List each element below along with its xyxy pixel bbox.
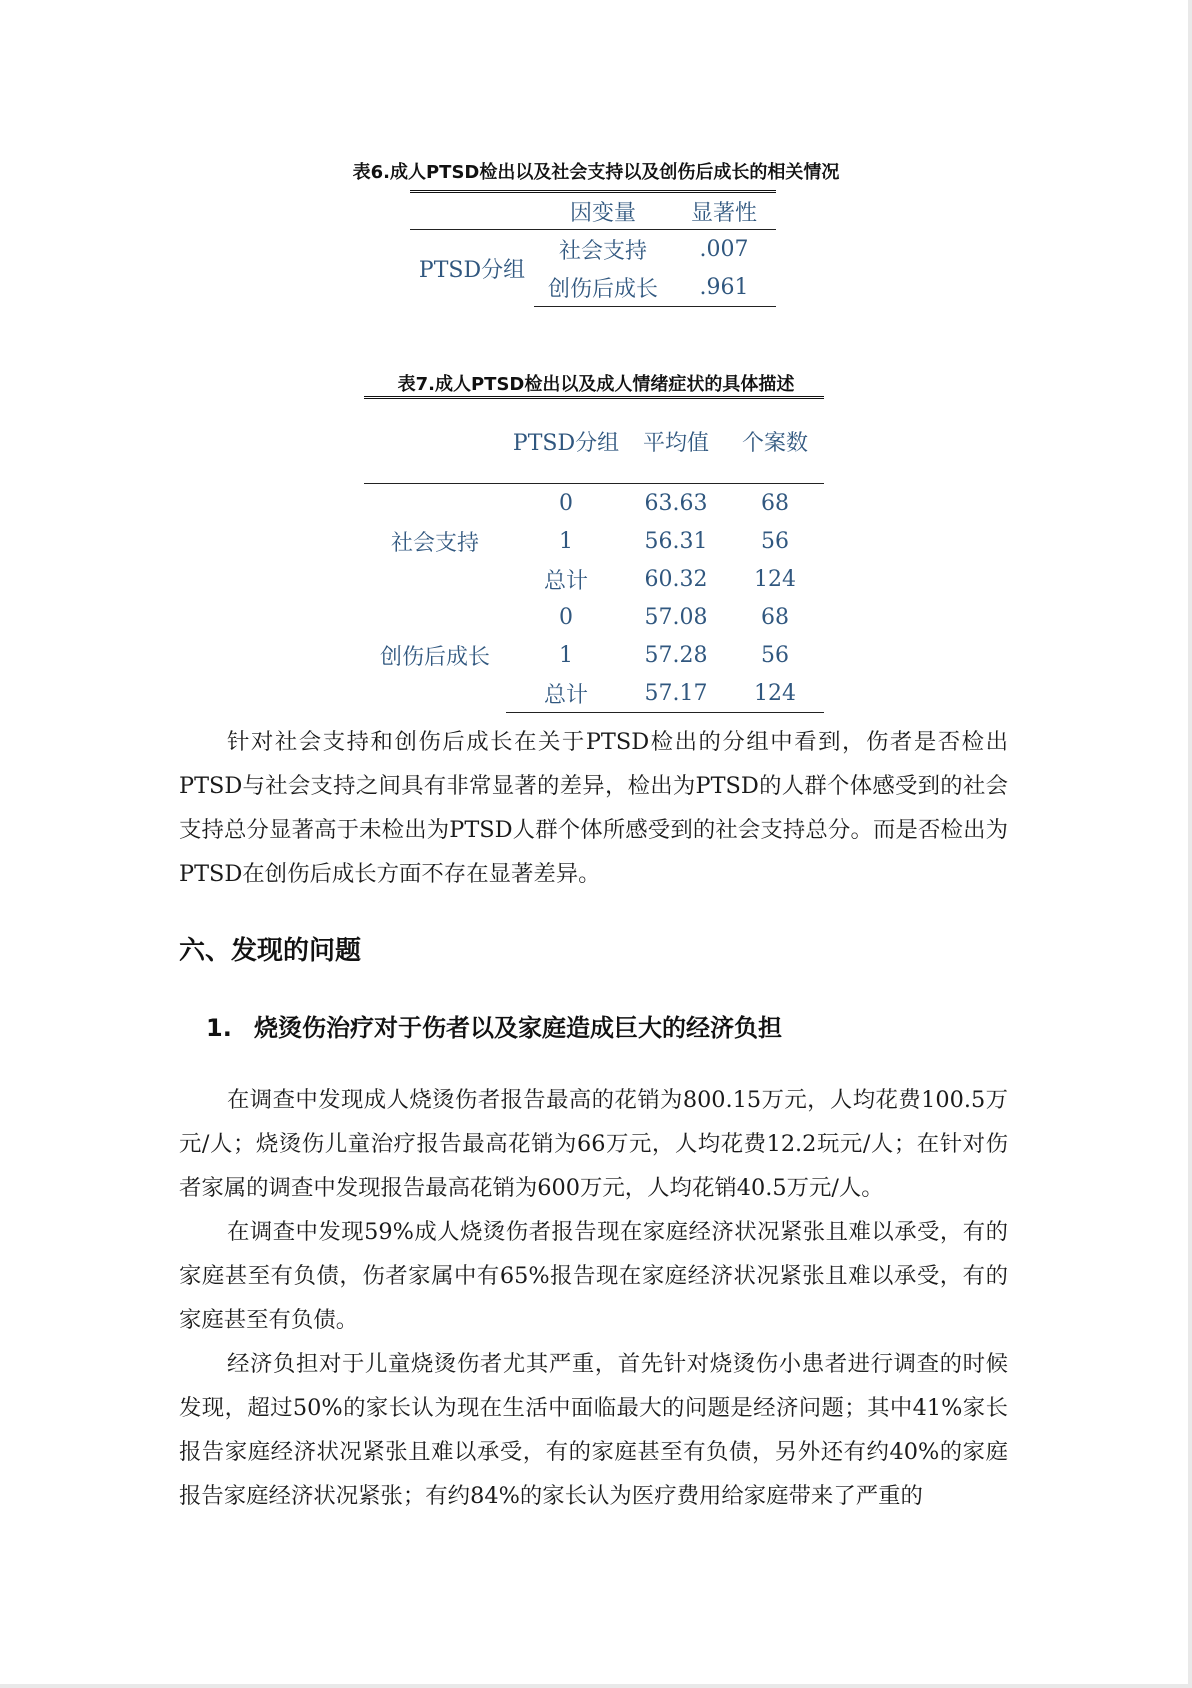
table7-group-label: 社会支持 xyxy=(390,530,479,556)
table7-caption: 表7.成人PTSD检出以及成人情绪症状的具体描述 xyxy=(397,374,795,395)
table6 xyxy=(410,190,776,307)
table7-cell-count: 68 xyxy=(761,490,789,516)
table7-cell-mean: 57.28 xyxy=(644,642,708,668)
table6-row-var: 社会支持 xyxy=(558,238,647,264)
body-paragraph: 在调查中发现59%成人烧烫伤者报告现在家庭经济状况紧张且难以承受，有的家庭甚至有负债，伤者家属中有65%报告现在家庭经济状况紧张且难以承受，有的家庭甚至有负债。 xyxy=(179,1219,1008,1333)
table7-cell-group: 总计 xyxy=(543,568,588,594)
section-heading: 六、发现的问题 xyxy=(179,936,362,966)
subheading xyxy=(206,1008,782,1043)
table7-cell-count: 56 xyxy=(761,528,789,554)
body-paragraph: 针对社会支持和创伤后成长在关于PTSD检出的分组中看到，伤者是否检出PTSD与社会支持之间具有非常显著的差异，检出为PTSD的人群个体感受到的社会支持总分显著高于未检出为PTSD人群个体所感受到的社会支持总分。而是否检出为PTSD在创伤后成长方面不存在显著差异。 xyxy=(179,729,1008,887)
table7-header-count: 个案数 xyxy=(726,398,824,484)
body-paragraph: 在调查中发现成人烧烫伤者报告最高的花销为800.15万元，人均花费100.5万元/人；烧烫伤儿童治疗报告最高花销为66万元，人均花费12.2玩元/人；在针对伤者家属的调查中发现报告最高花销为600万元，人均花销40.5万元/人。 xyxy=(179,1087,1008,1201)
table7-cell-mean: 60.32 xyxy=(644,566,708,592)
table7-cell-mean: 57.08 xyxy=(644,604,708,630)
table7-cell-count: 124 xyxy=(754,566,796,592)
table7 xyxy=(364,396,824,713)
table7-header-group: PTSD分组 xyxy=(506,398,626,484)
table7-cell-count: 56 xyxy=(761,642,789,668)
table6-header-var: 因变量 xyxy=(534,192,672,230)
body-paragraph: 经济负担对于儿童烧烫伤者尤其严重，首先针对烧烫伤小患者进行调查的时候发现，超过50%的家长认为现在生活中面临最大的问题是经济问题；其中41%家长报告家庭经济状况紧张且难以承受，有的家庭甚至有负债，另外还有约40%的家庭报告家庭经济状况紧张；有约84%的家长认为医疗费用给家庭带来了严重的 xyxy=(179,1351,1008,1509)
table6-header-sig: 显著性 xyxy=(672,192,776,230)
table6-caption: 表6.成人PTSD检出以及社会支持以及创伤后成长的相关情况 xyxy=(352,162,840,183)
table7-cell-count: 68 xyxy=(761,604,789,630)
table7-cell-group: 0 xyxy=(559,490,573,516)
table7-cell-group: 1 xyxy=(559,642,573,668)
table6-row-sig: .961 xyxy=(672,268,776,307)
subheading-text: 烧烫伤治疗对于伤者以及家庭造成巨大的经济负担 xyxy=(254,1014,782,1042)
table7-group-label: 创伤后成长 xyxy=(379,644,490,670)
subheading-number: 1. xyxy=(206,1014,232,1042)
table7-cell-group: 0 xyxy=(559,604,573,630)
table7-cell-group: 1 xyxy=(559,528,573,554)
table6-row-sig: .007 xyxy=(699,236,749,262)
table7-cell-mean: 56.31 xyxy=(644,528,708,554)
table7-header-mean: 平均值 xyxy=(626,398,726,484)
table7-cell-mean: 57.17 xyxy=(626,674,726,713)
table7-cell-group: 总计 xyxy=(506,674,626,713)
table6-group-label: PTSD分组 xyxy=(418,257,526,283)
table7-cell-mean: 63.63 xyxy=(644,490,708,516)
table6-row-var: 创伤后成长 xyxy=(534,268,672,307)
table7-cell-count: 124 xyxy=(726,674,824,713)
